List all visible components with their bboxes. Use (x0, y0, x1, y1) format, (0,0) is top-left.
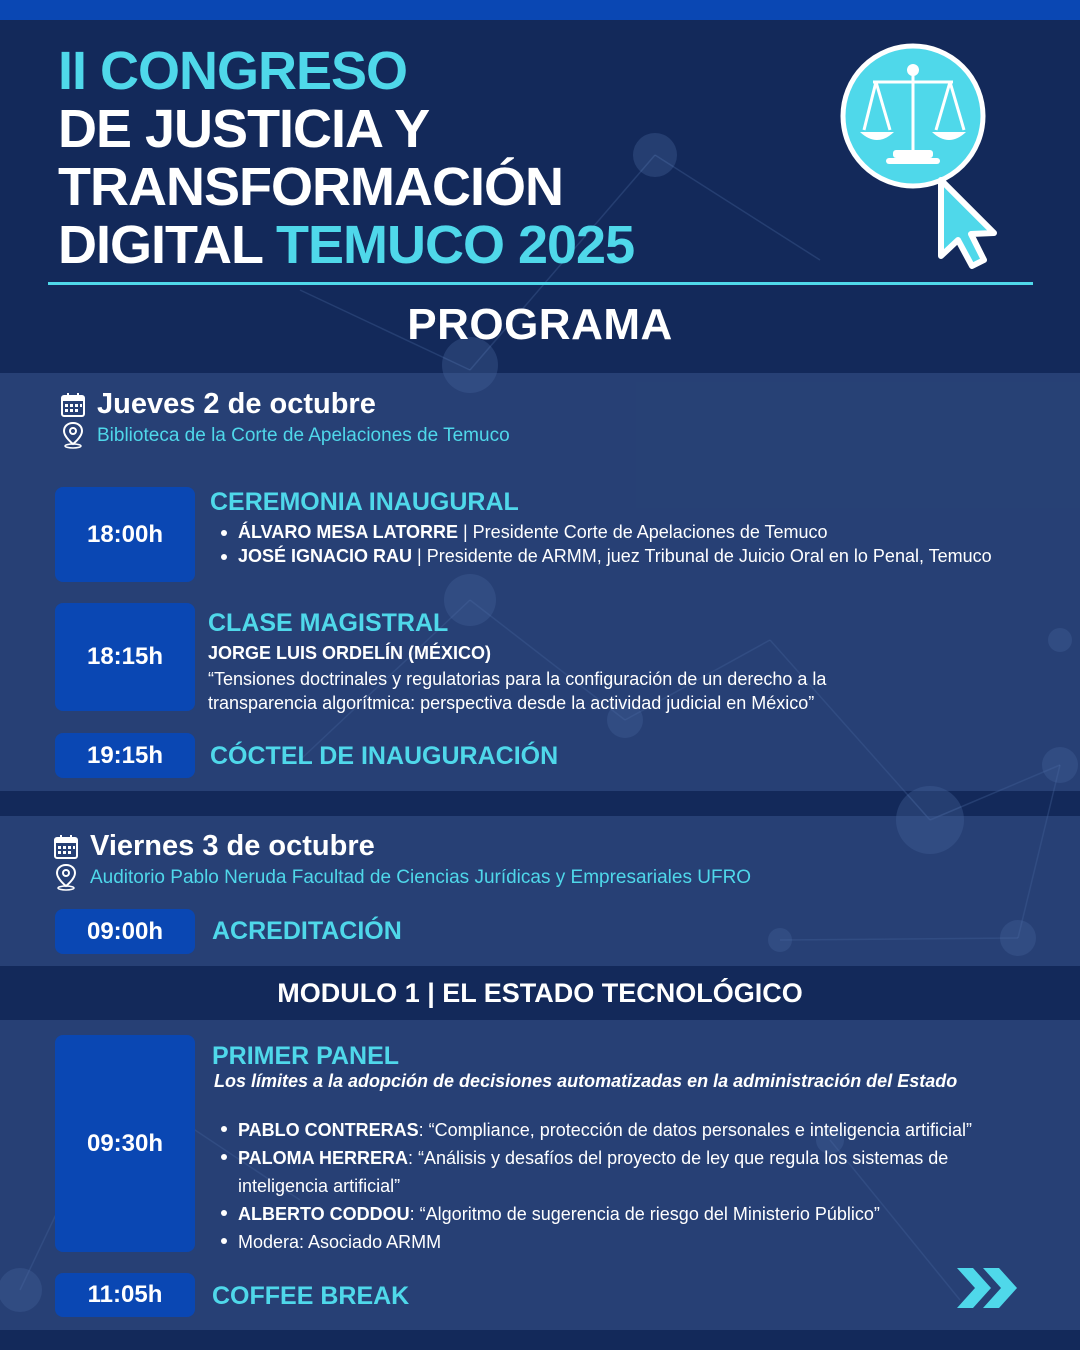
panel-subtitle: Los límites a la adopción de decisiones automatizadas en la administración del Estado (214, 1071, 958, 1091)
program-heading: PROGRAMA (407, 300, 673, 349)
time-slot: 09:30h (55, 1035, 195, 1252)
time-slot: 18:15h (55, 603, 195, 711)
session-title: COFFEE BREAK (212, 1282, 410, 1310)
lecture-title-line-2: transparencia algorítmica: perspectiva desde la actividad judicial en México” (208, 693, 815, 713)
panel-speaker-list (216, 1116, 1026, 1256)
time-slot: 11:05h (55, 1273, 195, 1317)
session-title: PRIMER PANEL (212, 1042, 400, 1070)
session-title: CLASE MAGISTRAL (208, 609, 449, 637)
list-item: ALBERTO CODDOU: “Algoritmo de sugerencia de riesgo del Ministerio Público” (216, 1200, 1026, 1228)
session-title: CEREMONIA INAUGURAL (210, 488, 519, 516)
session-title: CÓCTEL DE INAUGURACIÓN (210, 742, 559, 770)
title-line-2: DE JUSTICIA Y (58, 99, 430, 159)
event-title (58, 42, 798, 274)
lecture-title-line-1: “Tensiones doctrinales y regulatorias para la configuración de un derecho a la (208, 669, 827, 689)
list-item: PALOMA HERRERA: “Análisis y desafíos del proyecto de ley que regula los sistemas de inteligencia artificial” (216, 1144, 1026, 1200)
calendar-icon (60, 392, 86, 418)
list-item: JOSÉ IGNACIO RAU | Presidente de ARMM, juez Tribunal de Juicio Oral en lo Penal, Temuco (216, 544, 1056, 568)
title-line-1: II CONGRESO (58, 41, 408, 101)
scales-of-justice-icon (838, 40, 1018, 270)
session-title: ACREDITACIÓN (212, 917, 402, 945)
title-line-4-b: TEMUCO 2025 (276, 215, 635, 275)
location-pin-icon (62, 421, 84, 449)
list-item: ÁLVARO MESA LATORRE | Presidente Corte de Apelaciones de Temuco (216, 520, 1056, 544)
title-line-4-a: DIGITAL (58, 215, 276, 275)
title-line-3: TRANSFORMACIÓN (58, 157, 563, 217)
speaker-name: JORGE LUIS ORDELÍN (MÉXICO) (208, 643, 492, 663)
module-heading: MODULO 1 | EL ESTADO TECNOLÓGICO (0, 966, 1080, 1020)
title-line-4 (58, 216, 798, 274)
day1-date: Jueves 2 de octubre (97, 388, 376, 420)
day1-location: Biblioteca de la Corte de Apelaciones de Temuco (97, 425, 510, 446)
time-slot: 09:00h (55, 909, 195, 954)
title-divider (48, 282, 1033, 285)
list-item: Modera: Asociado ARMM (216, 1228, 1026, 1256)
time-slot: 18:00h (55, 487, 195, 582)
time-slot: 19:15h (55, 733, 195, 778)
calendar-icon (53, 834, 79, 860)
day2-location: Auditorio Pablo Neruda Facultad de Ciencias Jurídicas y Empresariales UFRO (90, 867, 752, 888)
location-pin-icon (55, 863, 77, 891)
double-chevron-right-icon[interactable] (955, 1266, 1019, 1310)
list-item: PABLO CONTRERAS: “Compliance, protección de datos personales e inteligencia artificial” (216, 1116, 1026, 1144)
day2-date: Viernes 3 de octubre (90, 830, 375, 862)
speaker-list (216, 520, 1056, 568)
